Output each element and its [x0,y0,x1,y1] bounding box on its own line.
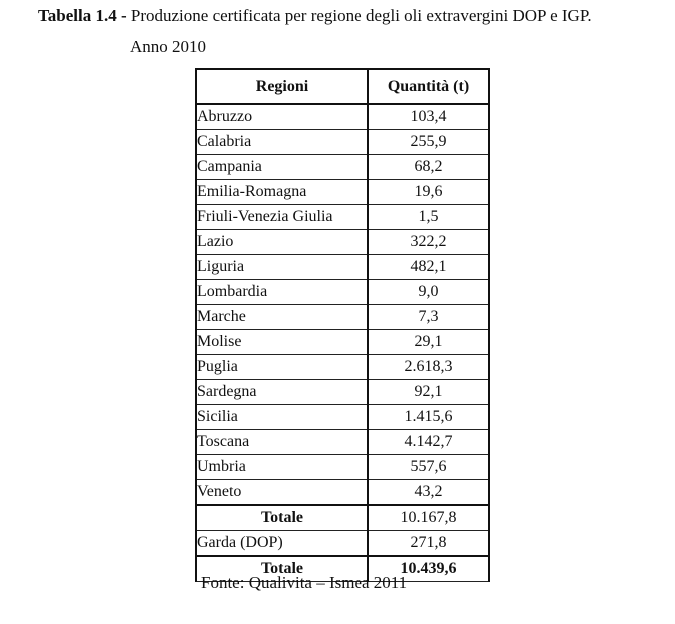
table-row [196,305,489,330]
quantity-cell: 19,6 [368,180,489,205]
grand-total-value: 10.439,6 [368,556,489,582]
table-row [196,380,489,405]
region-cell: Lazio [196,230,368,255]
region-cell: Sicilia [196,405,368,430]
region-cell: Puglia [196,355,368,380]
table-row [196,455,489,480]
table-row [196,130,489,155]
table-row [196,230,489,255]
table-row [196,430,489,455]
region-cell: Lombardia [196,280,368,305]
source-note: Fonte: Qualivita – Ismea 2011 [201,573,408,592]
subtotal-row [196,505,489,531]
table-row [196,104,489,130]
region-cell: Sardegna [196,380,368,405]
region-cell: Marche [196,305,368,330]
region-cell: Abruzzo [196,104,368,130]
quantity-cell: 43,2 [368,480,489,506]
table-row [196,405,489,430]
region-cell: Friuli-Venezia Giulia [196,205,368,230]
region-cell: Emilia-Romagna [196,180,368,205]
table-row [196,255,489,280]
table-row [196,330,489,355]
region-cell: Liguria [196,255,368,280]
table-header-row [196,69,489,104]
table-year: Anno 2010 [130,37,207,56]
quantity-cell: 9,0 [368,280,489,305]
table-row [196,155,489,180]
table-body [196,104,489,582]
table-row [196,480,489,506]
quantity-cell: 557,6 [368,455,489,480]
table-row [196,280,489,305]
table-number: Tabella 1.4 - [38,6,127,25]
quantity-cell: 1.415,6 [368,405,489,430]
header-quantity: Quantità (t) [368,69,489,104]
table-row [196,355,489,380]
garda-row [196,531,489,557]
region-cell: Molise [196,330,368,355]
table-caption [38,6,592,26]
quantity-cell: 7,3 [368,305,489,330]
subtotal-value: 10.167,8 [368,505,489,531]
quantity-cell: 1,5 [368,205,489,230]
quantity-cell: 103,4 [368,104,489,130]
quantity-cell: 255,9 [368,130,489,155]
quantity-cell: 4.142,7 [368,430,489,455]
region-cell: Campania [196,155,368,180]
region-cell: Toscana [196,430,368,455]
table-row [196,205,489,230]
region-cell: Umbria [196,455,368,480]
quantity-cell: 322,2 [368,230,489,255]
table-row [196,180,489,205]
header-regions: Regioni [196,69,368,104]
quantity-cell: 92,1 [368,380,489,405]
quantity-cell: 29,1 [368,330,489,355]
region-cell: Calabria [196,130,368,155]
quantity-cell: 2.618,3 [368,355,489,380]
table-title: Produzione certificata per regione degli oli extravergini DOP e IGP. [130,6,592,25]
region-cell: Veneto [196,480,368,506]
subtotal-label: Totale [196,505,368,531]
quantity-cell: 482,1 [368,255,489,280]
region-cell: Garda (DOP) [196,531,368,557]
grand-total-label: Totale [196,556,368,582]
quantity-cell: 271,8 [368,531,489,557]
quantity-cell: 68,2 [368,155,489,180]
production-table [195,68,490,582]
